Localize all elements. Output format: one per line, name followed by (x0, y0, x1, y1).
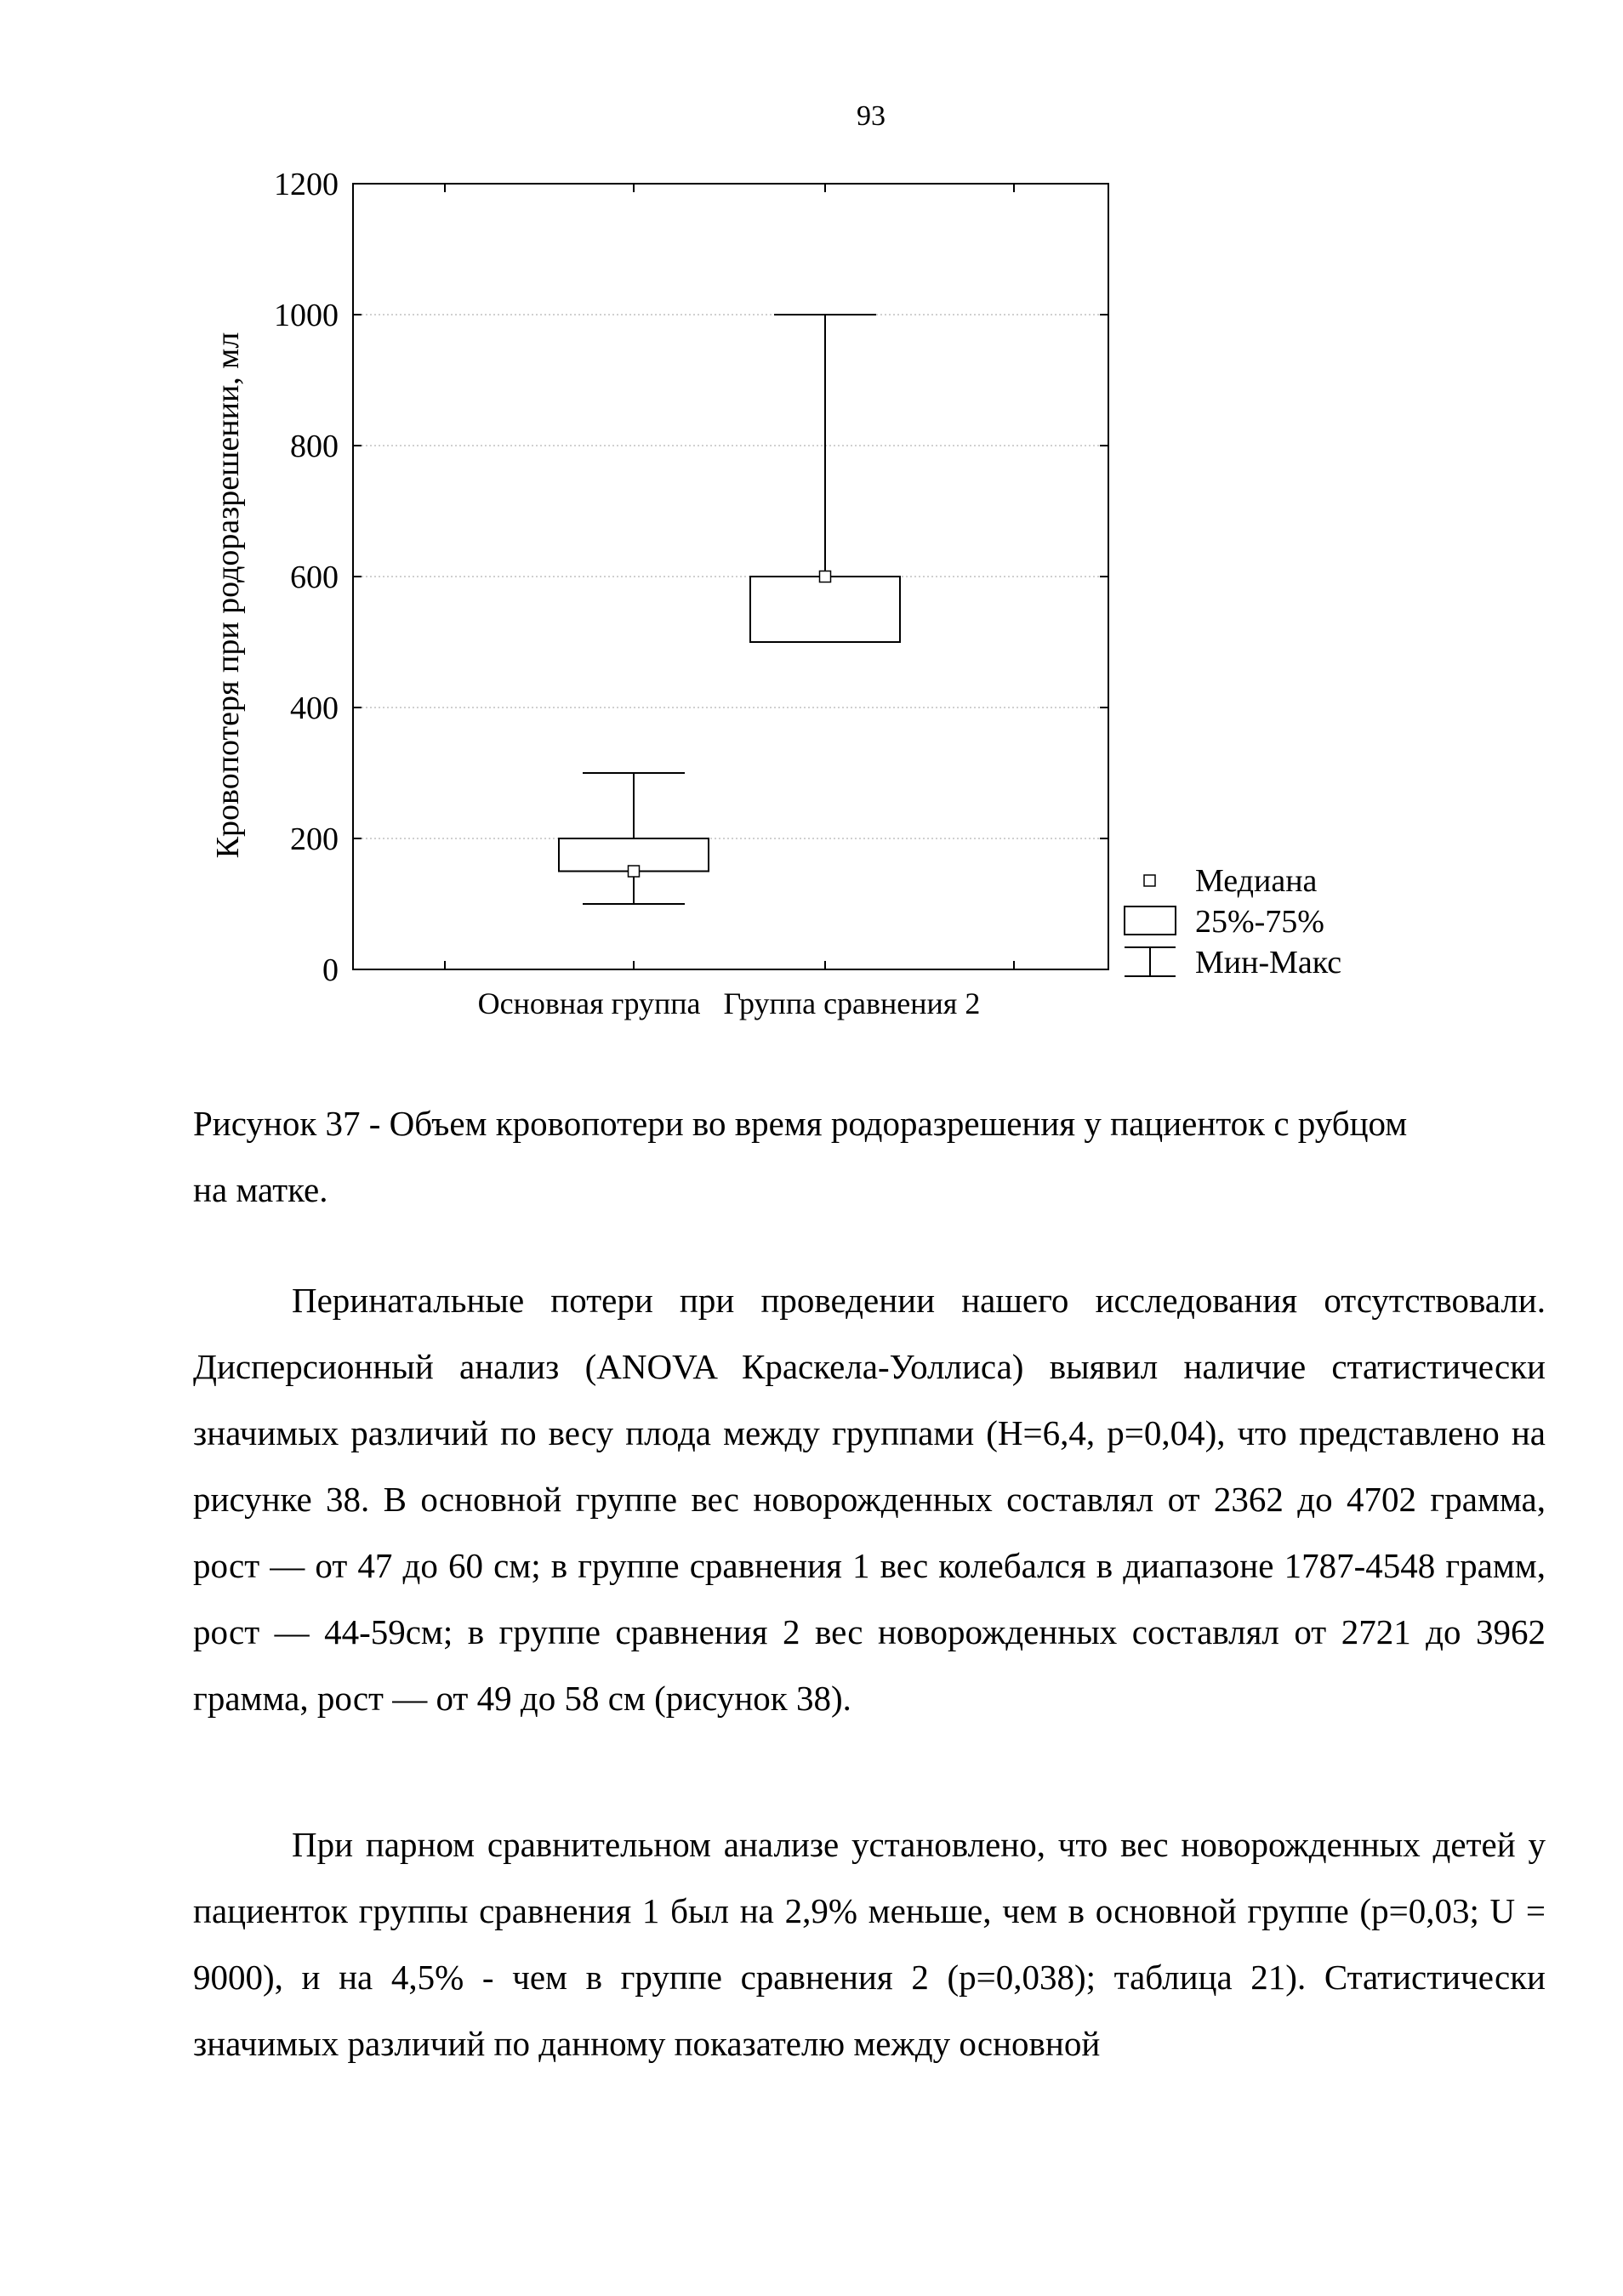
y-tick-label: 800 (290, 429, 339, 464)
iqr-box (750, 577, 900, 642)
x-tick-labels: Основная группа Группа сравнения 2 (477, 986, 981, 1020)
legend-median-label: Медиана (1195, 863, 1318, 899)
median-marker (629, 866, 640, 877)
legend-whisker-marker (1125, 947, 1176, 976)
y-tick-label: 1200 (274, 167, 339, 202)
y-tick-label: 600 (290, 560, 339, 595)
boxplot-chart (0, 0, 1623, 1063)
y-tick-label: 400 (290, 691, 339, 726)
box-1 (559, 773, 709, 904)
y-tick-label: 0 (322, 952, 339, 988)
body-paragraph: При парном сравнительном анализе установлено, что вес новорожденных детей у пациенток группы сравнения 1 был на 2,9% меньше, чем в основной группе (p=0,03; U = 9000), и на 4,5% - чем в группе сравнения 2 (p=0,038); таблица 21). Статистически значимых различий по данному показателю между основной (193, 1825, 1546, 2063)
legend-box-marker (1125, 906, 1176, 935)
y-tick-label: 200 (290, 821, 339, 857)
y-tick-labels (274, 167, 339, 988)
legend-median-marker (1144, 875, 1155, 886)
legend (1125, 863, 1341, 980)
axis-ticks (353, 184, 1108, 969)
boxes (559, 315, 900, 904)
y-tick-label: 1000 (274, 298, 339, 333)
figure-caption: Рисунок 37 - Объем кровопотери во время родоразрешения у пациенток с рубцом на матке. (193, 1104, 1408, 1209)
page-number: 93 (857, 100, 886, 132)
grid-lines (353, 315, 1108, 838)
body-paragraph: Перинатальные потери при проведении нашего исследования отсутствовали. Дисперсионный анализ (ANOVA Краскела-Уоллиса) выявил наличие статистически значимых различий по весу плода между группами (H=6,4, p=0,04), что представлено на рисунке 38. В основной группе вес новорожденных составлял от 2362 до 4702 грамма, рост — от 47 до 60 см; в группе сравнения 1 вес колебался в диапазоне 1787-4548 грамм, рост — 44-59см; в группе сравнения 2 вес новорожденных составлял от 2721 до 3962 грамма, рост — от 49 до 58 см (рисунок 38). (193, 1281, 1546, 1718)
legend-whisker-label: Мин-Макс (1195, 945, 1342, 980)
y-axis-label: Кровопотеря при родоразрешении, мл (210, 332, 246, 859)
legend-box-label: 25%-75% (1195, 904, 1324, 940)
plot-area-frame (353, 184, 1108, 969)
box-2 (750, 315, 900, 642)
median-marker (820, 571, 831, 583)
